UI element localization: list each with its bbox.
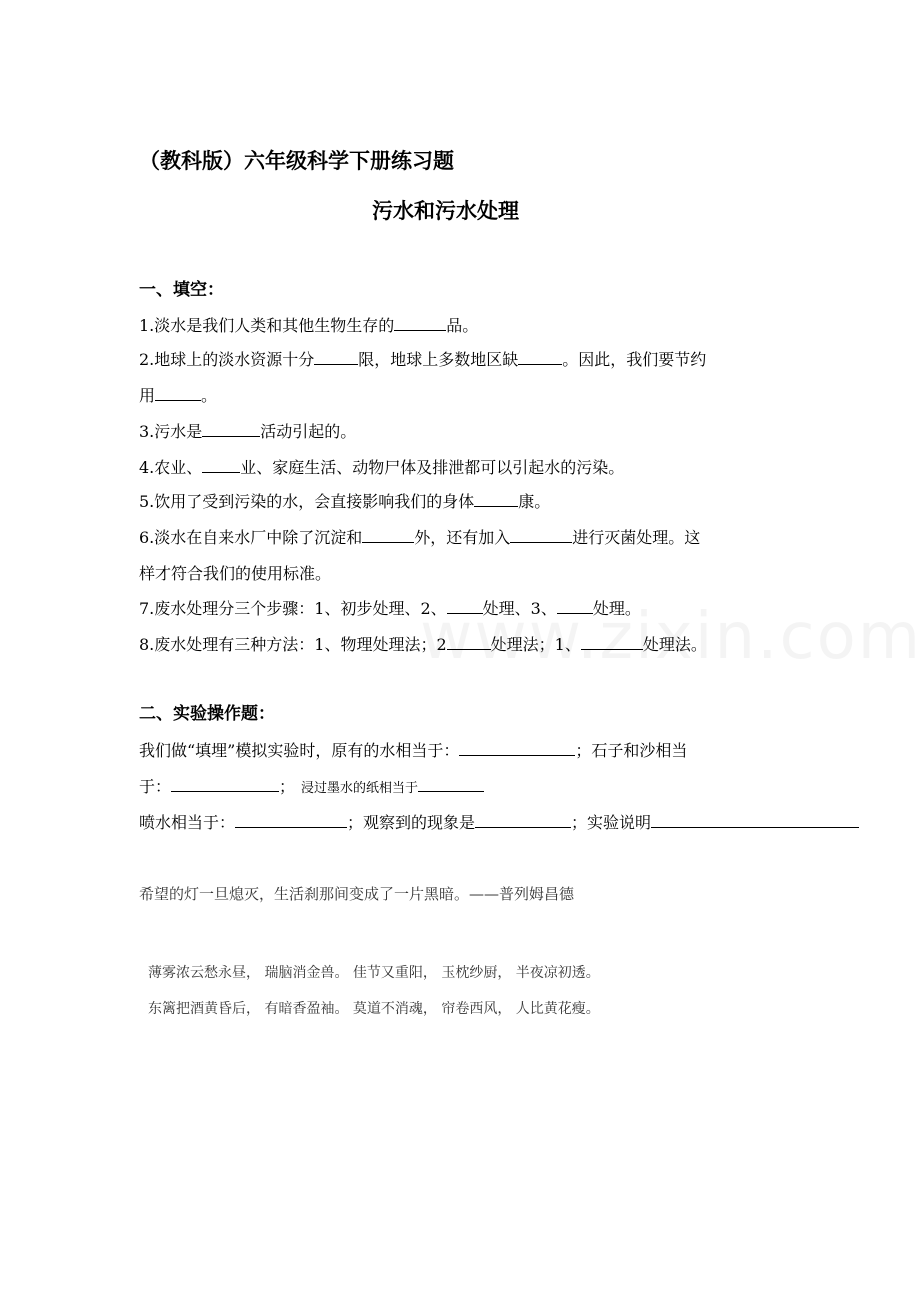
blank-7b[interactable]: [557, 612, 593, 614]
blank-5[interactable]: [474, 505, 518, 507]
experiment-line-3: 喷水相当于： ；观察到的现象是 ；实验说明: [139, 815, 859, 831]
blank-7a[interactable]: [447, 612, 483, 614]
quote: 希望的灯一旦熄灭，生活刹那间变成了一片黑暗。——普列姆昌德: [139, 885, 575, 903]
document-title: （教科版）六年级科学下册练习题: [139, 148, 454, 173]
question-2-cont: 用 。: [139, 386, 218, 405]
blank-1[interactable]: [394, 329, 446, 331]
question-6: 6.淡水在自来水厂中除了沉淀和 外，还有加入 进行灭菌处理。这: [139, 528, 701, 547]
question-5: 5.饮用了受到污染的水，会直接影响我们的身体 康。: [139, 492, 551, 511]
blank-4[interactable]: [202, 471, 240, 473]
poem-line-1: 薄雾浓云愁永昼， 瑞脑消金兽。 佳节又重阳， 玉枕纱厨， 半夜凉初透。: [148, 965, 600, 981]
blank-3[interactable]: [202, 435, 260, 437]
blank-paper[interactable]: [418, 790, 484, 792]
blank-spray[interactable]: [235, 826, 347, 828]
experiment-line-2: 于： ； 浸过墨水的纸相当于: [139, 779, 484, 795]
section2-heading: 二、实验操作题：: [139, 704, 275, 724]
question-8: 8.废水处理有三种方法：1、物理处理法；2 处理法；1、 处理法。: [139, 635, 707, 654]
blank-8b[interactable]: [581, 648, 643, 650]
blank-phenomenon[interactable]: [475, 826, 571, 828]
blank-conclusion[interactable]: [651, 826, 859, 828]
experiment-line-1: 我们做“填埋”模拟实验时，原有的水相当于： ；石子和沙相当: [139, 741, 688, 760]
document-subtitle: 污水和污水处理: [372, 198, 519, 223]
blank-water[interactable]: [459, 754, 575, 756]
blank-8a[interactable]: [447, 648, 491, 650]
blank-2b[interactable]: [518, 363, 562, 365]
question-1: 1.淡水是我们人类和其他生物生存的 品。: [139, 316, 479, 335]
blank-stones[interactable]: [171, 790, 279, 792]
question-6-cont: 样才符合我们的使用标准。: [139, 564, 332, 583]
blank-2a[interactable]: [314, 363, 358, 365]
poem-line-2: 东篱把酒黄昏后， 有暗香盈袖。 莫道不消魂， 帘卷西风， 人比黄花瘦。: [148, 1001, 600, 1017]
blank-6a[interactable]: [362, 541, 414, 543]
question-3: 3.污水是 活动引起的。: [139, 422, 357, 441]
question-4: 4.农业、 业、家庭生活、动物尸体及排泄都可以引起水的污染。: [139, 458, 625, 477]
question-2: 2.地球上的淡水资源十分 限，地球上多数地区缺 。因此，我们要节约: [139, 350, 707, 369]
question-7: 7.废水处理分三个步骤：1、初步处理、2、 处理、3、 处理。: [139, 599, 641, 618]
section1-heading: 一、填空：: [139, 280, 224, 300]
blank-2c[interactable]: [155, 399, 201, 401]
blank-6b[interactable]: [510, 541, 572, 543]
